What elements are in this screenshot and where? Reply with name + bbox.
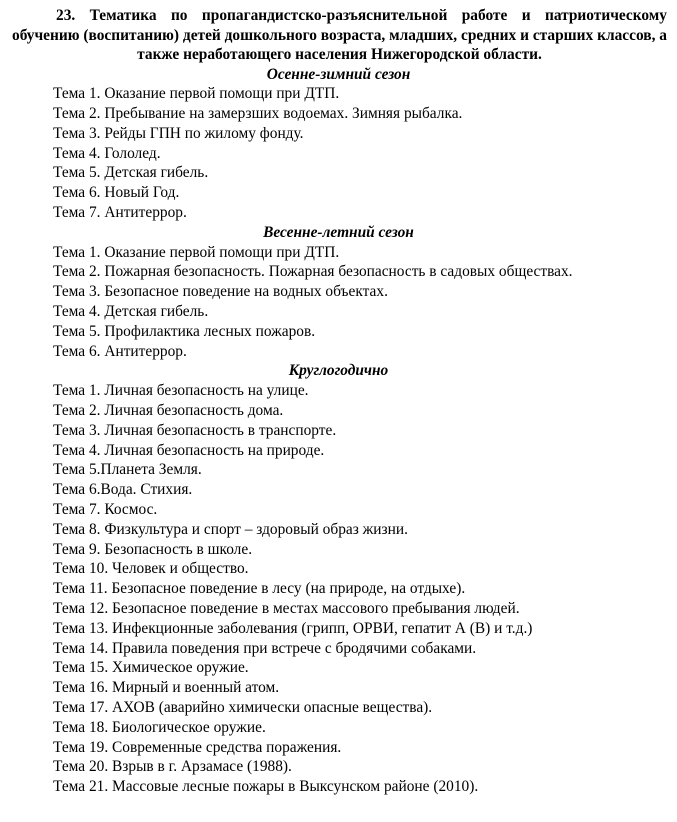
list-item: Тема 1. Личная безопасность на улице.: [53, 382, 309, 400]
topic-list: [8, 243, 669, 362]
list-item: Тема 6. Новый Год.: [53, 184, 180, 202]
section-heading: Весенне-летний сезон: [263, 223, 414, 241]
list-item: Тема 4. Гололед.: [53, 144, 161, 162]
list-item: Тема 11. Безопасное поведение в лесу (на природе, на отдыхе).: [53, 580, 466, 598]
list-item: Тема 2. Личная безопасность дома.: [53, 402, 284, 420]
list-item: Тема 1. Оказание первой помощи при ДТП.: [53, 85, 340, 103]
list-item: Тема 3. Рейды ГПН по жилому фонду.: [53, 124, 304, 142]
list-item: Тема 2. Пожарная безопасность. Пожарная безопасность в садовых обществах.: [53, 263, 573, 281]
list-item: Тема 10. Человек и общество.: [53, 560, 249, 578]
list-item: Тема 14. Правила поведения при встрече с бродячими собаками.: [53, 639, 477, 657]
topic-list: [8, 84, 669, 223]
list-item: Тема 3. Безопасное поведение на водных объектах.: [53, 283, 388, 301]
list-item: Тема 13. Инфекционные заболевания (грипп, ОРВИ, гепатит А (В) и т.д.): [53, 619, 533, 637]
list-item: Тема 5. Профилактика лесных пожаров.: [53, 322, 316, 340]
list-item: Тема 8. Физкультура и спорт – здоровый образ жизни.: [53, 520, 408, 538]
list-item: Тема 1. Оказание первой помощи при ДТП.: [53, 243, 340, 261]
topic-list: [8, 381, 669, 797]
list-item: Тема 6. Антитеррор.: [53, 342, 187, 360]
list-item: Тема 3. Личная безопасность в транспорте.: [53, 421, 337, 439]
list-item: Тема 19. Современные средства поражения.: [53, 738, 342, 756]
section-autumn-winter: [8, 65, 669, 223]
section-heading: Осенне-зимний сезон: [266, 65, 411, 83]
list-item: Тема 7. Антитеррор.: [53, 204, 187, 222]
list-item: Тема 4. Детская гибель.: [53, 303, 209, 321]
list-item: Тема 17. АХОВ (аварийно химически опасные вещества).: [53, 699, 433, 716]
section-year-round: [8, 361, 669, 797]
list-item: Тема 7. Космос.: [53, 501, 158, 519]
section-heading: Круглогодично: [288, 362, 389, 380]
list-item: Тема 6.Вода. Стихия.: [53, 481, 193, 499]
list-item: Тема 16. Мирный и военный атом.: [53, 679, 280, 697]
list-item: Тема 2. Пребывание на замерзших водоемах. Зимняя рыбалка.: [53, 105, 463, 123]
list-item: Тема 21. Массовые лесные пожары в Выксунском районе (2010).: [53, 778, 479, 796]
list-item: Тема 5.Планета Земля.: [53, 461, 202, 479]
list-item: Тема 5. Детская гибель.: [53, 164, 209, 182]
section-spring-summer: [8, 223, 669, 362]
list-item: Тема 18. Биологическое оружие.: [53, 718, 266, 736]
list-item: Тема 12. Безопасное поведение в местах массового пребывания людей.: [53, 600, 520, 618]
list-item: Тема 15. Химическое оружие.: [53, 659, 249, 677]
list-item: Тема 4. Личная безопасность на природе.: [53, 441, 325, 459]
document-title: 23. Тематика по пропагандистско-разъяснительной работе и патриотическому обучению (воспитанию) детей дошкольного возраста, младших, средних и старших классов, а также неработающего населения Нижегородской области.: [12, 7, 667, 63]
list-item: Тема 20. Взрыв в г. Арзамасе (1988).: [53, 758, 292, 776]
list-item: Тема 9. Безопасность в школе.: [53, 540, 253, 558]
